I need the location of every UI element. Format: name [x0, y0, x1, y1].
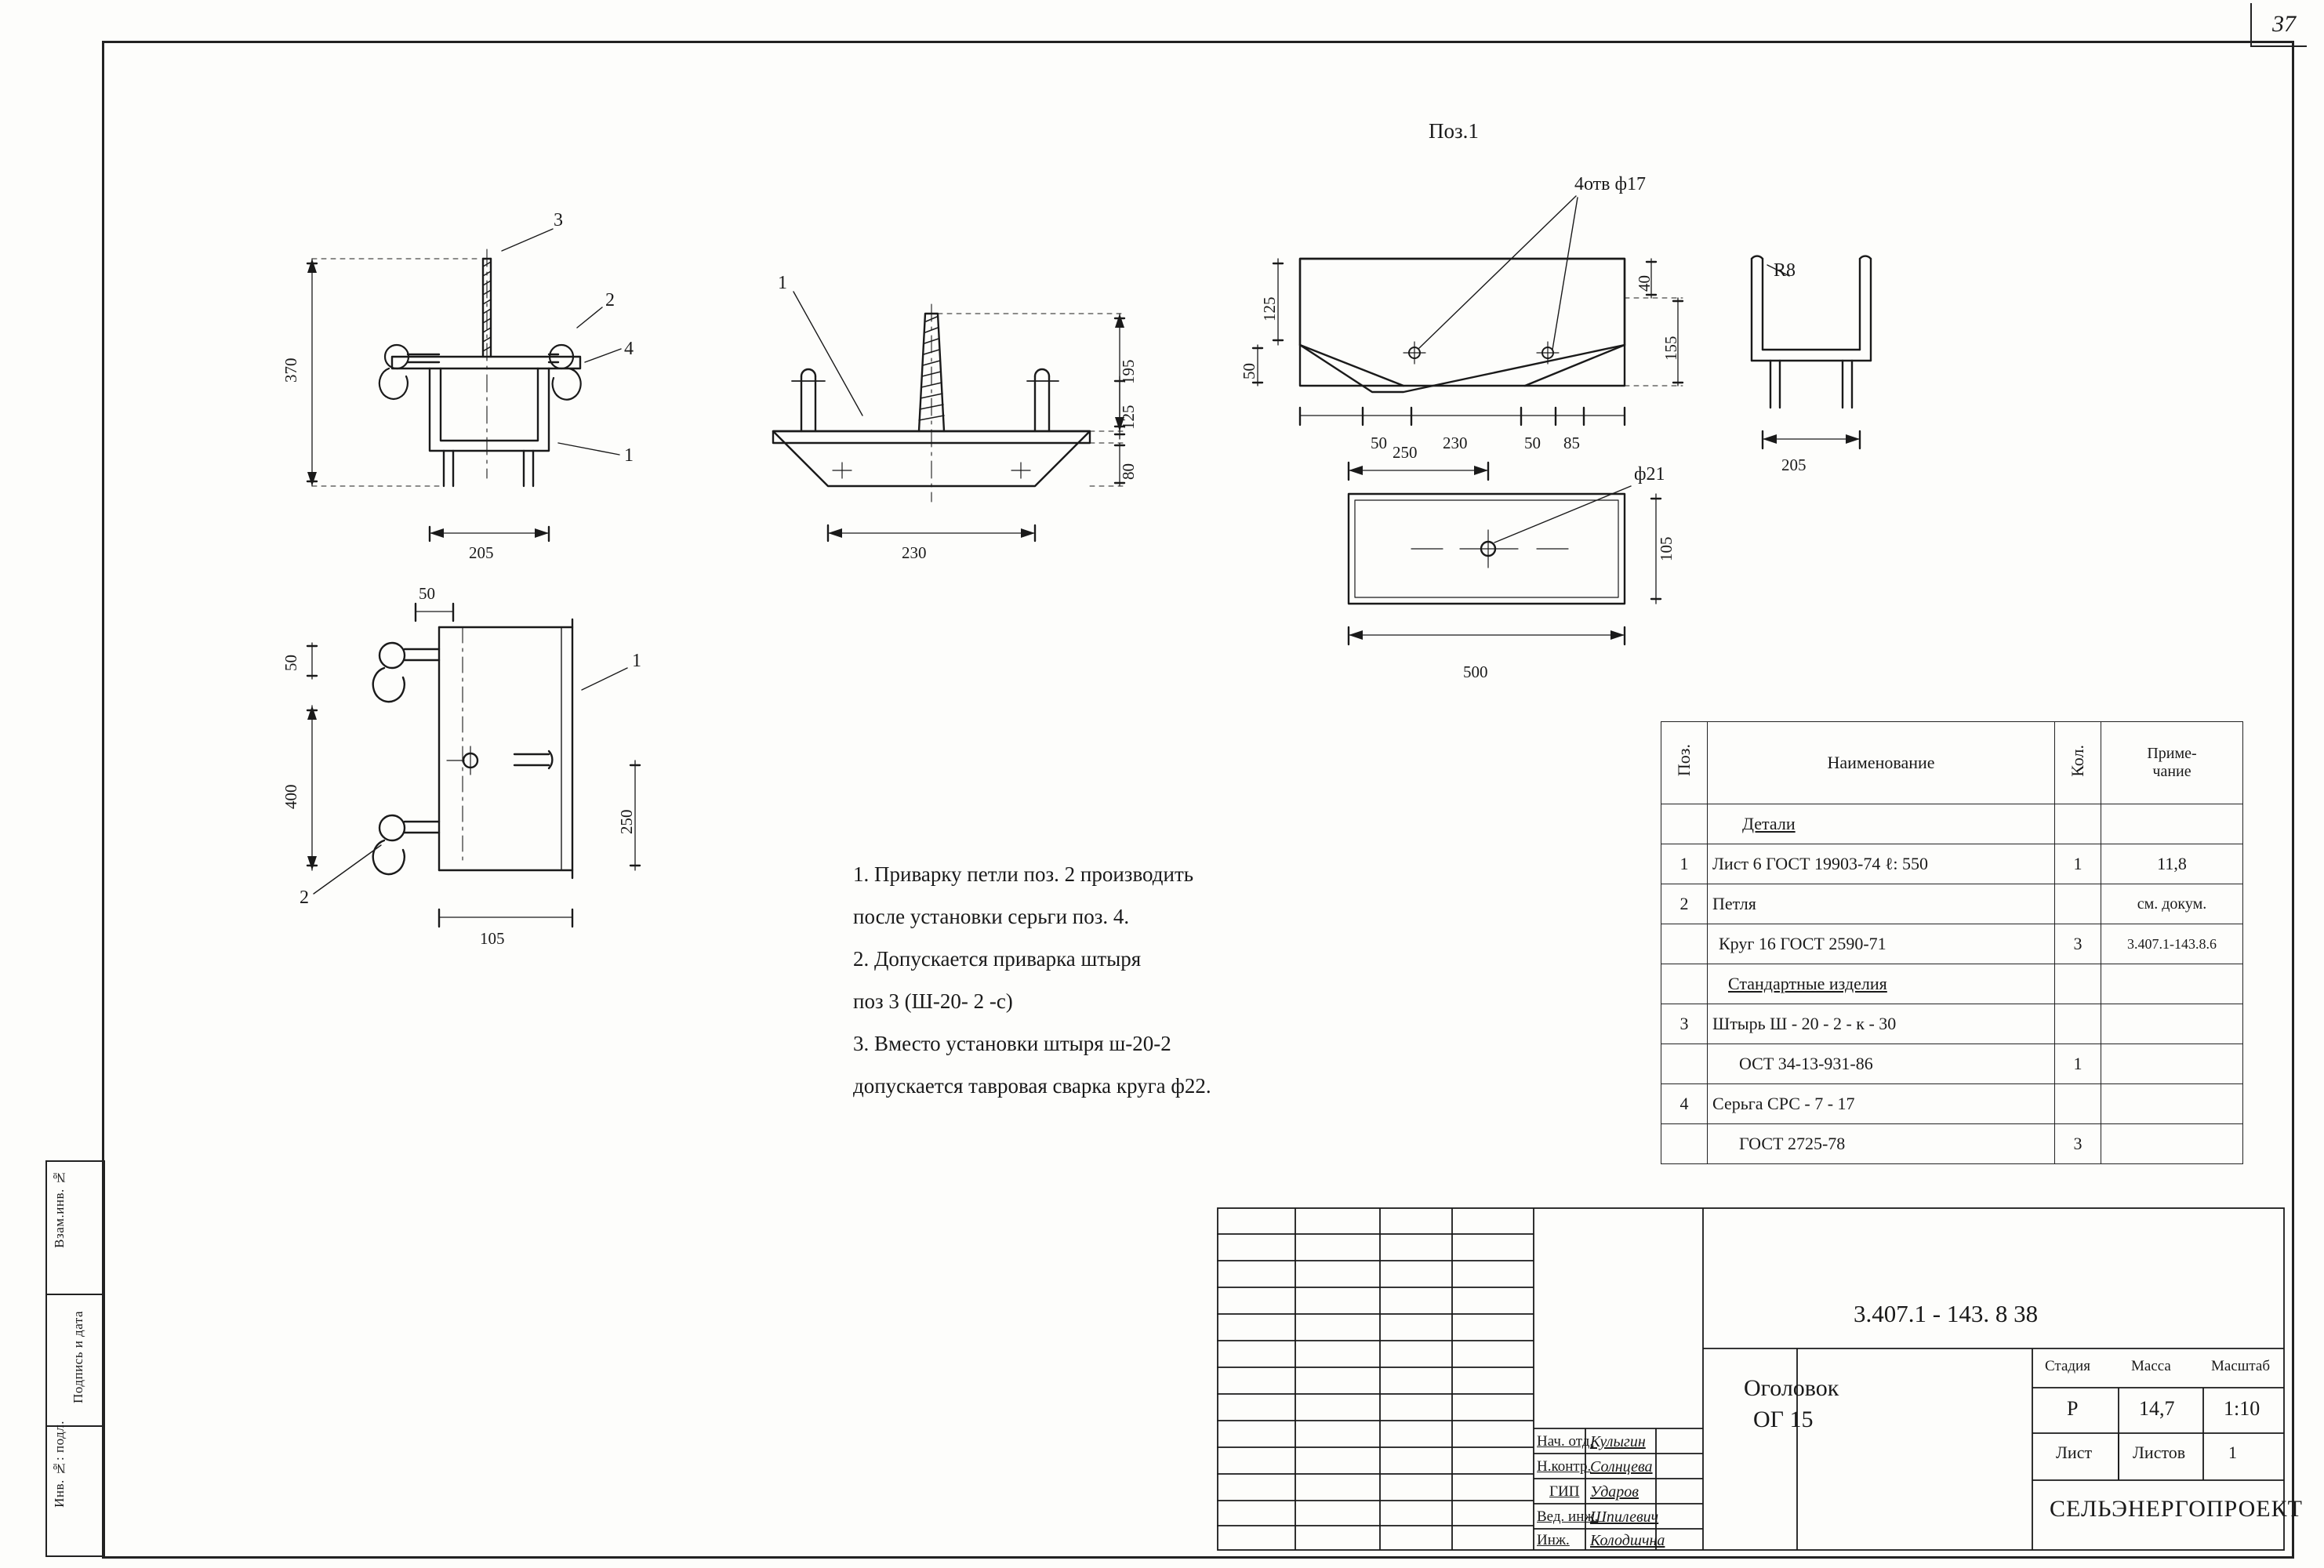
spec-name: ГОСТ 2725-78 — [1708, 1124, 2055, 1164]
sign-name-5: Колодшчна — [1590, 1532, 1665, 1549]
table-row — [1661, 844, 2243, 884]
table-row — [1661, 924, 2243, 964]
spec-qty: 1 — [2055, 1044, 2101, 1084]
stage-header: Стадия — [2045, 1358, 2090, 1374]
spec-pos — [1661, 964, 1708, 1004]
label-4otv-f17: 4отв ф17 — [1574, 174, 1647, 194]
view-plate-plan — [1253, 196, 1683, 425]
dim-500: 500 — [1463, 662, 1488, 681]
stage-value: Р — [2067, 1397, 2079, 1420]
spec-header-pos: Поз. — [1661, 722, 1708, 804]
mass-header: Масса — [2131, 1358, 2171, 1374]
note-line-5: 3. Вместо установки штыря ш-20-2 — [853, 1032, 1171, 1055]
view-trapezoid-front — [773, 292, 1124, 541]
spec-note: см. докум. — [2101, 884, 2243, 924]
sign-role-1: Нач. отд. — [1537, 1433, 1594, 1450]
page-number: 37 — [2272, 11, 2296, 37]
dim-50-view3: 50 — [1240, 363, 1258, 379]
spec-note — [2101, 1044, 2243, 1084]
spec-pos: 2 — [1661, 884, 1708, 924]
spec-name: ОСТ 34-13-931-86 — [1708, 1044, 2055, 1084]
sign-name-1: Кулыгин — [1590, 1433, 1646, 1450]
spec-qty — [2055, 884, 2101, 924]
spec-note — [2101, 1004, 2243, 1044]
spec-qty — [2055, 964, 2101, 1004]
spec-name: Круг 16 ГОСТ 2590-71 — [1708, 924, 2055, 964]
view-side-elevation — [307, 604, 640, 927]
callout-1a: 1 — [624, 445, 634, 466]
table-row — [1661, 1044, 2243, 1084]
spec-note — [2101, 804, 2243, 844]
label-r8: R8 — [1774, 260, 1796, 281]
note-line-2: после установки серьги поз. 4. — [853, 905, 1130, 928]
sign-name-3: Ударов — [1590, 1483, 1639, 1501]
spec-note: 11,8 — [2101, 844, 2243, 884]
table-row — [1661, 964, 2243, 1004]
callout-1c: 1 — [632, 651, 641, 671]
note-line-4: поз 3 (Ш-20- 2 -с) — [853, 989, 1013, 1013]
spec-header-note: Приме- чание — [2101, 722, 2243, 804]
sign-name-2: Солнцева — [1590, 1458, 1653, 1475]
spec-name: Детали — [1708, 804, 2055, 844]
view-rect-plate — [1349, 463, 1661, 644]
spec-qty — [2055, 1004, 2101, 1044]
pos-1-title: Поз.1 — [1429, 119, 1479, 143]
document-code: 3.407.1 - 143. 8 38 — [1854, 1300, 2039, 1327]
spec-pos: 4 — [1661, 1084, 1708, 1124]
sign-name-4: Шпилевич — [1590, 1508, 1659, 1526]
dim-250-view5: 250 — [1393, 443, 1418, 462]
dim-80: 80 — [1119, 463, 1138, 480]
spec-pos — [1661, 1044, 1708, 1084]
callout-1b: 1 — [778, 273, 787, 293]
sign-role-3: ГИП — [1549, 1483, 1580, 1500]
table-row — [1661, 1004, 2243, 1044]
left-stamp-label-3: Инв. №: подл. — [52, 1421, 67, 1508]
spec-note: 3.407.1-143.8.6 — [2101, 924, 2243, 964]
dim-125-view3: 125 — [1260, 296, 1279, 321]
spec-qty: 3 — [2055, 1124, 2101, 1164]
dim-230-view2: 230 — [902, 543, 927, 562]
spec-qty — [2055, 804, 2101, 844]
callout-2: 2 — [605, 290, 615, 310]
spec-name: Лист 6 ГОСТ 19903-74 ℓ: 550 — [1708, 844, 2055, 884]
spec-pos: 1 — [1661, 844, 1708, 884]
table-row — [1661, 884, 2243, 924]
sign-role-4: Вед. инж. — [1537, 1508, 1599, 1525]
note-line-3: 2. Допускается приварка штыря — [853, 947, 1142, 971]
left-stamp-label-1: Взам.инв. № — [52, 1170, 67, 1248]
table-row — [1661, 804, 2243, 844]
spec-header-qty: Кол. — [2055, 722, 2101, 804]
spec-qty: 1 — [2055, 844, 2101, 884]
note-line-1: 1. Приварку петли поз. 2 производить — [853, 862, 1194, 886]
view-u-bracket — [1752, 256, 1871, 448]
left-stamp-label-2: Подпись и дата — [71, 1311, 85, 1403]
sign-role-5: Инж. — [1537, 1532, 1570, 1548]
callout-2b: 2 — [300, 887, 309, 908]
dim-50-top: 50 — [419, 584, 435, 603]
callout-4: 4 — [624, 339, 634, 359]
spec-pos — [1661, 924, 1708, 964]
spec-pos: 3 — [1661, 1004, 1708, 1044]
dim-230-view3: 230 — [1443, 434, 1468, 452]
dim-105-view5: 105 — [1657, 536, 1676, 561]
dim-50b: 50 — [1371, 434, 1387, 452]
dim-105-view6: 105 — [480, 929, 505, 948]
dim-205-view4: 205 — [1781, 456, 1807, 474]
organization-name: СЕЛЬЭНЕРГОПРОЕКТ — [2050, 1496, 2303, 1522]
object-name-line1: Оголовок — [1744, 1375, 1839, 1401]
notes-block — [853, 853, 1211, 1107]
spec-pos — [1661, 1124, 1708, 1164]
mass-value: 14,7 — [2139, 1397, 2175, 1420]
spec-header-row — [1661, 722, 2243, 804]
dim-370: 370 — [281, 358, 300, 383]
spec-note — [2101, 1124, 2243, 1164]
sheet-header: Лист — [2056, 1443, 2093, 1462]
table-row — [1661, 1084, 2243, 1124]
dim-195: 195 — [1119, 359, 1138, 384]
spec-header-name: Наименование — [1708, 722, 2055, 804]
sheets-value: 1 — [2228, 1443, 2237, 1462]
sheets-header: Листов — [2133, 1443, 2186, 1462]
spec-name: Серьга СРС - 7 - 17 — [1708, 1084, 2055, 1124]
dim-50c: 50 — [1524, 434, 1541, 452]
scale-header: Масштаб — [2211, 1358, 2271, 1374]
dim-400: 400 — [281, 784, 300, 809]
dim-85: 85 — [1563, 434, 1580, 452]
dim-205-view1: 205 — [469, 543, 494, 562]
dim-155: 155 — [1661, 336, 1680, 361]
spec-name: Стандартные изделия — [1708, 964, 2055, 1004]
dim-50-left: 50 — [281, 655, 300, 671]
spec-name: Штырь Ш - 20 - 2 - к - 30 — [1708, 1004, 2055, 1044]
label-d21: ф21 — [1634, 464, 1665, 485]
sign-role-2: Н.контр. — [1537, 1458, 1592, 1475]
dim-250-view6: 250 — [617, 809, 636, 834]
object-name-line2: ОГ 15 — [1753, 1406, 1814, 1432]
callout-3: 3 — [554, 210, 563, 230]
note-line-6: допускается тавровая сварка круга ф22. — [853, 1074, 1211, 1098]
spec-note — [2101, 964, 2243, 1004]
scale-value: 1:10 — [2224, 1397, 2260, 1420]
table-row — [1661, 1124, 2243, 1164]
dim-125-view2: 125 — [1119, 405, 1138, 430]
spec-qty — [2055, 1084, 2101, 1124]
spec-pos — [1661, 804, 1708, 844]
view-front-elevation — [307, 229, 621, 541]
spec-note — [2101, 1084, 2243, 1124]
specification-table — [1661, 721, 2243, 1164]
spec-name: Петля — [1708, 884, 2055, 924]
title-block — [1217, 1207, 2303, 1549]
dim-40: 40 — [1635, 275, 1654, 292]
spec-qty: 3 — [2055, 924, 2101, 964]
